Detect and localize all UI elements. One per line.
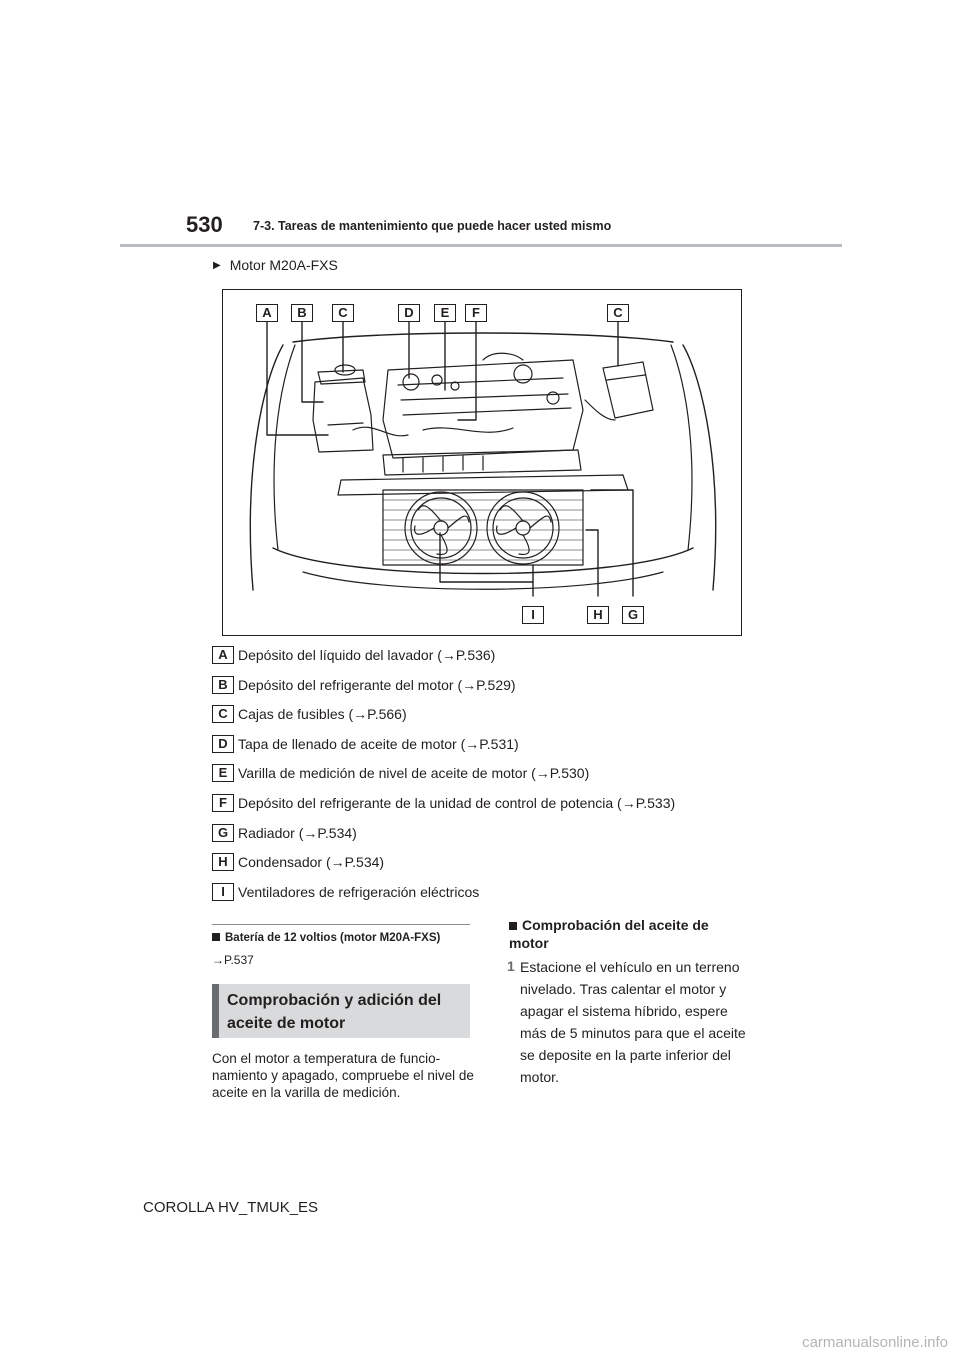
battery-page-ref: →P.537 — [212, 953, 254, 967]
legend-item — [212, 852, 384, 872]
figure-label-h: H — [587, 606, 609, 624]
figure-label-e: E — [434, 304, 456, 322]
legend-letter: B — [212, 676, 234, 694]
figure-label-c-right: C — [607, 304, 629, 322]
legend-letter: E — [212, 764, 234, 782]
step-text: Estacione el vehículo en un terreno nivelado. Tras calentar el motor y apagar el sistema híbrido, espere más de 5 minutos para que el aceite se deposite en la parte inferior del motor. — [520, 959, 746, 1085]
figure-label-a: A — [256, 304, 278, 322]
legend-item — [212, 793, 675, 813]
legend-letter: H — [212, 853, 234, 871]
legend-item — [212, 704, 407, 724]
legend-text: Depósito del refrigerante de la unidad de control de potencia (→P.533) — [238, 795, 676, 811]
legend-letter: G — [212, 824, 234, 842]
header-rule — [120, 244, 842, 247]
figure-label-c: C — [332, 304, 354, 322]
section-marker — [213, 257, 338, 273]
section-marker-text: Motor M20A-FXS — [229, 257, 338, 273]
engine-compartment-figure — [222, 289, 742, 636]
legend-text: Varilla de medición de nivel de aceite de motor (→P.530) — [238, 765, 590, 781]
battery-heading-text: Batería de 12 voltios (motor M20A-FXS) — [225, 932, 441, 944]
legend-text: Depósito del líquido del lavador (→P.536) — [238, 647, 496, 663]
step-number: 1 — [507, 958, 515, 974]
legend-text: Depósito del refrigerante del motor (→P.529) — [238, 677, 516, 693]
legend-item — [212, 823, 357, 843]
legend-letter: A — [212, 646, 234, 664]
section-heading-box — [212, 984, 470, 1038]
oil-check-heading — [509, 916, 749, 952]
figure-label-i: I — [522, 606, 544, 624]
header-section-title: 7-3. Tareas de mantenimiento que puede hacer usted mismo — [253, 219, 612, 233]
battery-heading — [212, 932, 440, 944]
figure-label-d: D — [398, 304, 420, 322]
body-paragraph: Con el motor a temperatura de funcio-namiento y apagado, compruebe el nivel de aceite en la varilla de medición. — [212, 1051, 474, 1100]
legend-text: Cajas de fusibles (→P.566) — [238, 706, 407, 722]
legend-item — [212, 675, 516, 695]
legend-text: Condensador (→P.534) — [238, 854, 385, 870]
legend-text: Tapa de llenado de aceite de motor (→P.531) — [238, 736, 519, 752]
legend-text: Radiador (→P.534) — [238, 825, 357, 841]
figure-label-b: B — [291, 304, 313, 322]
legend-item — [212, 882, 479, 902]
footer-model: COROLLA HV_TMUK_ES — [143, 1199, 319, 1216]
figure-label-f: F — [465, 304, 487, 322]
legend-letter: I — [212, 883, 234, 901]
figure-label-g: G — [622, 606, 644, 624]
oil-check-heading-text: Comprobación del aceite de motor — [509, 917, 709, 951]
section-heading: Comprobación y adición del aceite de motor — [227, 992, 442, 1032]
watermark: carmanualsonline.info — [802, 1334, 948, 1351]
legend-letter: D — [212, 735, 234, 753]
legend-item — [212, 645, 495, 665]
square-bullet-icon — [509, 922, 517, 930]
legend-item — [212, 763, 589, 783]
column-rule — [212, 924, 470, 925]
square-bullet-icon — [212, 933, 220, 941]
legend-letter: F — [212, 794, 234, 812]
legend-letter: C — [212, 705, 234, 723]
page-number: 530 — [186, 212, 223, 237]
legend-item — [212, 734, 519, 754]
legend-text: Ventiladores de refrigeración eléctricos — [238, 884, 480, 900]
triangle-right-icon: ▶ — [213, 259, 221, 271]
engine-illustration — [223, 290, 743, 637]
